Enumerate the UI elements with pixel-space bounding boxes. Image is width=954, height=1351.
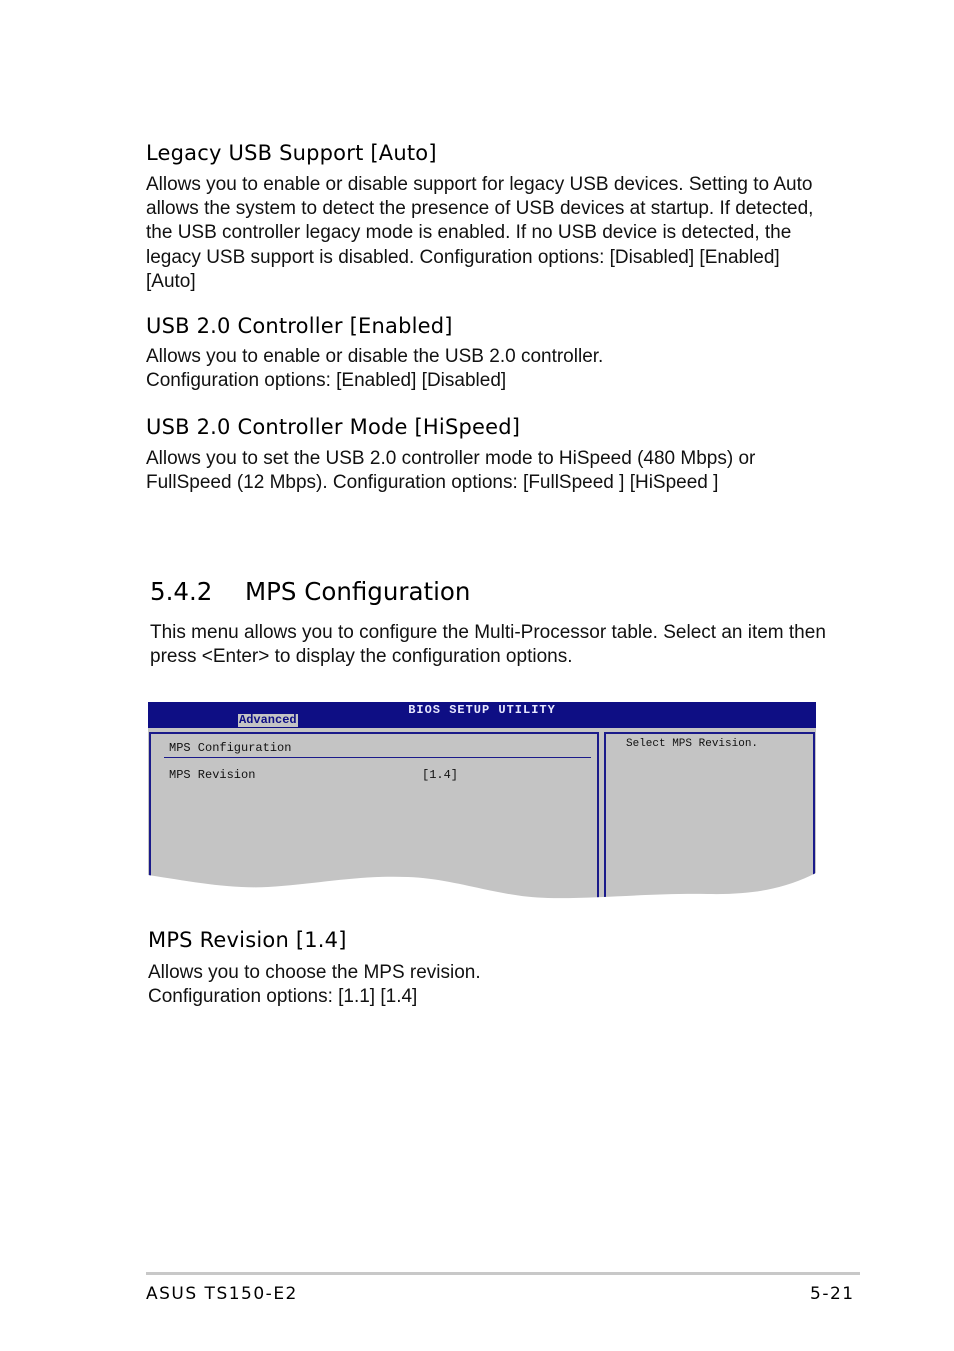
footer-product: ASUS TS150-E2 xyxy=(146,1284,298,1304)
usb2-controller-description xyxy=(146,345,826,393)
torn-edge-graphic xyxy=(148,867,816,903)
mps-revision-description xyxy=(148,961,828,1009)
bios-panel-title: MPS Configuration xyxy=(169,741,292,755)
usb2-controller-line2: Configuration options: [Enabled] [Disabled] xyxy=(146,370,507,392)
bios-separator xyxy=(164,757,591,758)
bios-help-text: Select MPS Revision. xyxy=(626,738,759,750)
bios-item-mps-revision[interactable]: MPS Revision xyxy=(169,768,256,782)
section-number: 5.4.2 xyxy=(150,577,213,606)
legacy-usb-heading: Legacy USB Support [Auto] xyxy=(146,141,437,165)
mps-revision-heading: MPS Revision [1.4] xyxy=(148,928,347,952)
usb2-mode-description: Allows you to set the USB 2.0 controller mode to HiSpeed (480 Mbps) or FullSpeed (12 Mbps). Configuration options: [FullSpeed ] [HiSpeed ] xyxy=(146,448,756,494)
footer-rule xyxy=(146,1272,860,1275)
mps-revision-line2: Configuration options: [1.1] [1.4] xyxy=(148,986,418,1008)
mps-revision-line1: Allows you to choose the MPS revision. xyxy=(148,962,481,983)
mps-configuration-description: This menu allows you to configure the Multi-Processor table. Select an item then press <Enter> to display the configuration options. xyxy=(150,622,826,668)
usb2-mode-heading: USB 2.0 Controller Mode [HiSpeed] xyxy=(146,415,521,439)
bios-tab-advanced[interactable]: Advanced xyxy=(239,713,297,727)
bios-item-value[interactable]: [1.4] xyxy=(422,768,459,782)
bios-title: BIOS SETUP UTILITY xyxy=(408,703,556,717)
mps-configuration-heading xyxy=(150,577,470,606)
usb2-controller-line1: Allows you to enable or disable the USB 2.0 controller. xyxy=(146,346,604,367)
legacy-usb-description: Allows you to enable or disable support for legacy USB devices. Setting to Auto allows the system to detect the presence of USB devices at startup. If detected, the USB controller legacy mode is enabled. If no USB device is detected, the legacy USB support is disabled. Configuration options: [Disabled] [Enabled] [Auto] xyxy=(146,174,814,292)
bios-screenshot xyxy=(148,702,816,902)
usb2-controller-heading: USB 2.0 Controller [Enabled] xyxy=(146,314,453,338)
footer-page-number: 5-21 xyxy=(810,1284,855,1304)
section-title: MPS Configuration xyxy=(245,577,471,606)
